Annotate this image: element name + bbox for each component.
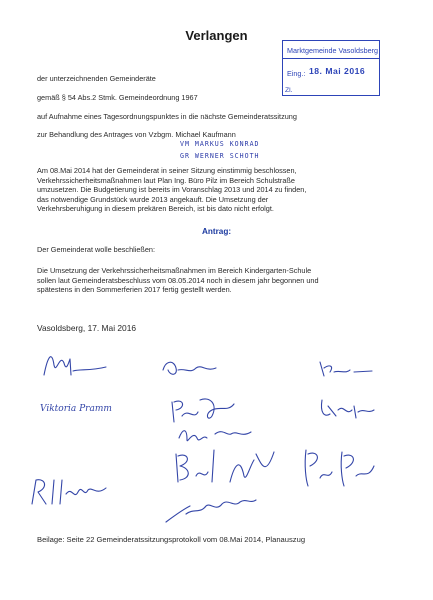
signature: [175, 424, 255, 448]
stamp-received-date: 18. Mai 2016: [309, 66, 366, 76]
intro-line: der unterzeichnenden Gemeinderäte: [37, 74, 156, 83]
body-line: Verkehrssicherheitsmaßnahmen laut Plan Ing. Büro Pilz im Bereich Schulstraße: [37, 175, 295, 185]
stamp-ref-label: Zl.: [285, 87, 293, 94]
body-line: umzusetzen. Die Budgetierung ist bereits im Voranschlag 2013 und 2014 zu finden,: [37, 185, 307, 195]
signature: [160, 490, 260, 526]
signature-text: Viktoria Pramm: [40, 404, 112, 414]
stamp-received-label: Eing.:: [287, 69, 306, 78]
antrag-line: sollen laut Gemeinderatsbeschluss vom 08.05.2014 noch in diesem jahr begonnen und: [37, 275, 319, 285]
body-line: das notwendige Grundstück wurde 2013 angekauft. Die Umsetzung der: [37, 194, 269, 204]
signature: [170, 446, 280, 490]
document-title: Verlangen: [185, 28, 248, 43]
signature: [300, 446, 380, 490]
antrag-heading: Antrag:: [201, 227, 232, 236]
antrag-intro: Der Gemeinderat wolle beschließen:: [37, 245, 156, 254]
receipt-stamp: [282, 40, 380, 96]
signature: [316, 358, 376, 380]
place-date: Vasoldsberg, 17. Mai 2016: [37, 323, 137, 333]
signature: [40, 345, 110, 381]
stamp-divider: [283, 58, 379, 59]
signature: [316, 394, 376, 422]
intro-line: zur Behandlung des Antrages von Vzbgm. Michael Kaufmann: [37, 130, 236, 139]
signature: [168, 394, 238, 426]
handwritten-name: VM MARKUS KONRAD: [180, 140, 260, 148]
signature: [26, 474, 116, 508]
handwritten-name: GR WERNER SCHOTH: [180, 152, 260, 160]
antrag-line: Die Umsetzung der Verkehrssicherheitsmaßnahmen im Bereich Kindergarten-Schule: [37, 266, 312, 275]
intro-line: auf Aufnahme eines Tagesordnungspunktes in die nächste Gemeinderatssitzung: [37, 112, 297, 121]
antrag-line: spätestens in den Sommerferien 2017 fertig gestellt werden.: [37, 285, 232, 295]
stamp-organization: Marktgemeinde Vasoldsberg: [287, 46, 378, 55]
body-line: Am 08.Mai 2014 hat der Gemeinderat in seiner Sitzung einstimmig beschlossen,: [37, 166, 297, 175]
intro-line: gemäß § 54 Abs.2 Stmk. Gemeindeordnung 1967: [37, 93, 198, 102]
beilage-note: Beilage: Seite 22 Gemeinderatssitzungsprotokoll vom 08.Mai 2014, Planauszug: [37, 535, 306, 544]
body-line: Verkehrsberuhigung in diesem prekären Bereich, ist bis dato nicht erfolgt.: [37, 204, 274, 214]
signature: [160, 356, 220, 380]
